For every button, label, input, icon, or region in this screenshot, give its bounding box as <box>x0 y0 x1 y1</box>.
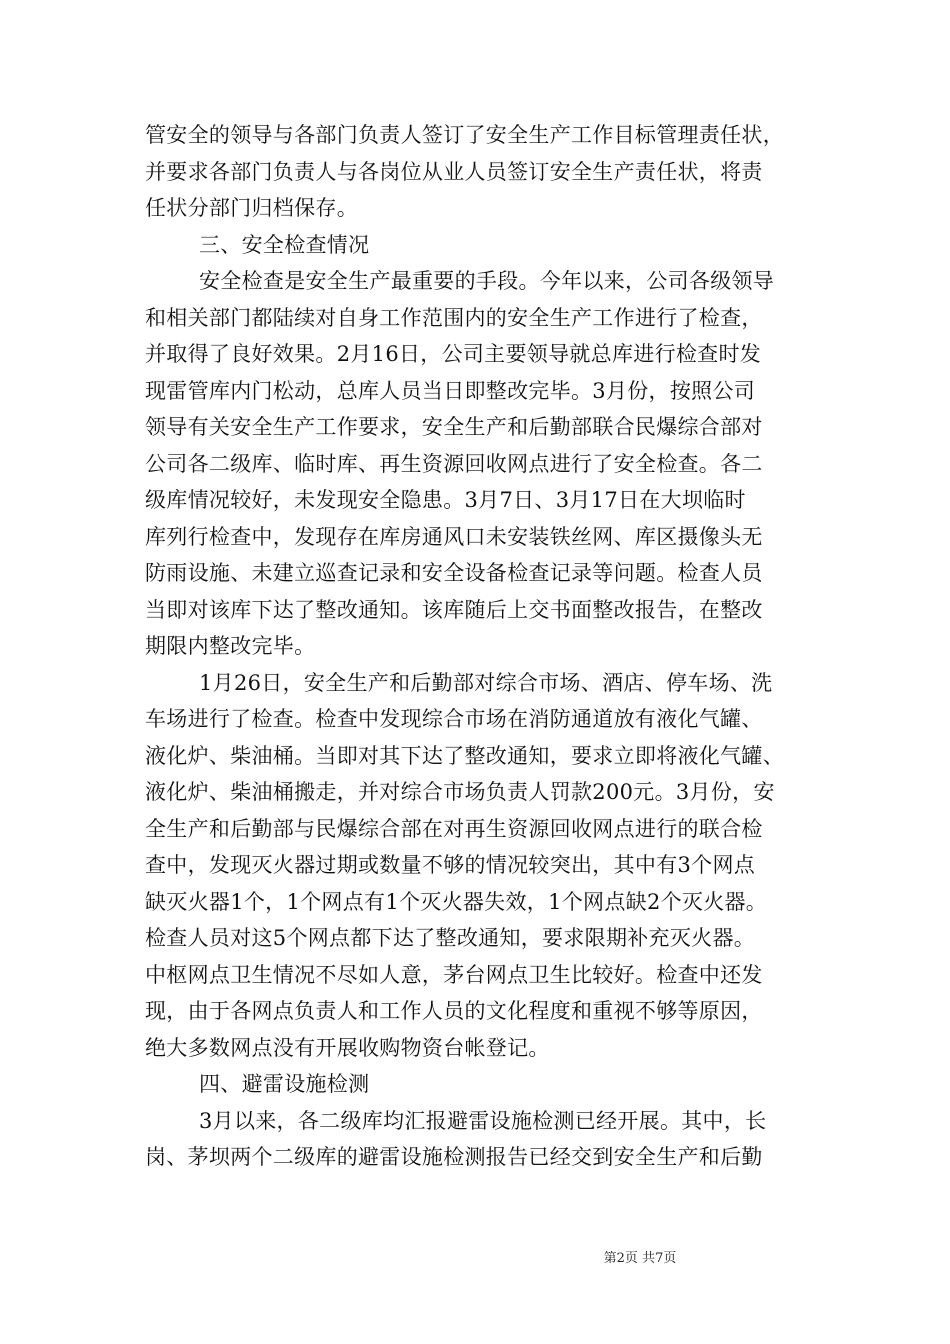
footer-prefix: 第 <box>603 1251 617 1266</box>
text-line: 绝大多数网点没有开展收购物资台帐登记。 <box>145 1035 550 1060</box>
text-line: 液化炉、柴油桶。当即对其下达了整改通知，要求立即将液化气罐、 <box>145 743 784 768</box>
text-line: 和相关部门都陆续对自身工作范围内的安全生产工作进行了检查， <box>145 305 763 330</box>
footer-suffix: 页 <box>663 1251 677 1266</box>
page-footer <box>0 1247 950 1266</box>
text-line: 四、避雷设施检测 <box>199 1072 370 1096</box>
text-line: 现，由于各网点负责人和工作人员的文化程度和重视不够等原因， <box>145 999 763 1023</box>
text-line: 现雷管库内门松动，总库人员当日即整改完毕。3月份，按照公司 <box>145 378 756 403</box>
text-line: 库列行检查中，发现存在库房通风口未安装铁丝网、库区摄像头无 <box>145 524 763 549</box>
text-line: 三、安全检查情况 <box>199 232 370 257</box>
text-line: 安全检查是安全生产最重要的手段。今年以来，公司各级领导 <box>199 269 775 293</box>
text-line: 当即对该库下达了整改通知。该库随后上交书面整改报告，在整改 <box>145 597 763 622</box>
text-line: 缺灭火器1个，1个网点有1个灭火器失效，1个网点缺2个灭火器。 <box>145 889 768 914</box>
text-line: 级库情况较好，未发现安全隐患。3月7日、3月17日在大坝临时 <box>145 488 746 512</box>
text-line: 并要求各部门负责人与各岗位从业人员签订安全生产责任状，将责 <box>145 159 763 184</box>
text-line: 公司各二级库、临时库、再生资源回收网点进行了安全检查。各二 <box>145 451 763 476</box>
text-line: 查中，发现灭火器过期或数量不够的情况较突出，其中有3个网点 <box>145 853 756 877</box>
text-line: 3月以来，各二级库均汇报避雷设施检测已经开展。其中，长 <box>199 1108 767 1133</box>
text-line: 防雨设施、未建立巡查记录和安全设备检查记录等问题。检查人员 <box>145 561 763 585</box>
text-line: 车场进行了检查。检查中发现综合市场在消防通道放有液化气罐、 <box>145 707 763 731</box>
text-line: 任状分部门归档保存。 <box>145 196 358 220</box>
text-line: 并取得了良好效果。2月16日，公司主要领导就总库进行检查时发 <box>145 342 762 366</box>
text-line: 管安全的领导与各部门负责人签订了安全生产工作目标管理责任状， <box>145 123 784 147</box>
text-line: 领导有关安全生产工作要求，安全生产和后勤部联合民爆综合部对 <box>145 415 763 439</box>
text-line: 全生产和后勤部与民爆综合部在对再生资源回收网点进行的联合检 <box>145 816 763 841</box>
footer-middle: 页 共 <box>624 1251 656 1266</box>
text-line: 期限内整改完毕。 <box>145 634 316 658</box>
footer-total-pages: 7 <box>655 1251 664 1266</box>
text-line: 液化炉、柴油桶搬走，并对综合市场负责人罚款200元。3月份，安 <box>145 780 775 804</box>
text-line: 中枢网点卫生情况不尽如人意，茅台网点卫生比较好。检查中还发 <box>145 962 763 987</box>
text-line: 岗、茅坝两个二级库的避雷设施检测报告已经交到安全生产和后勤 <box>145 1145 763 1169</box>
document-body <box>145 120 805 1179</box>
text-line: 1月26日，安全生产和后勤部对综合市场、酒店、停车场、洗 <box>199 670 773 695</box>
footer-current-page: 2 <box>616 1251 625 1266</box>
text-line: 检查人员对这5个网点都下达了整改通知，要求限期补充灭火器。 <box>145 926 756 950</box>
